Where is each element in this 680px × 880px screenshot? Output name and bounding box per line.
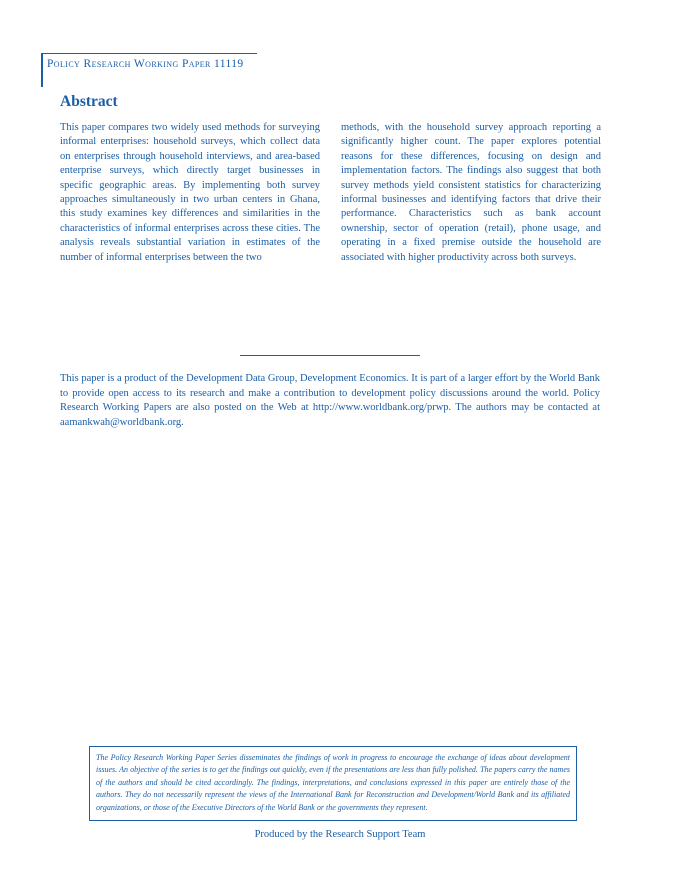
series-statement-box — [89, 746, 577, 821]
abstract-column-left: This paper compares two widely used methods for surveying informal enterprises: household surveys, which collect data on enterprises through household interviews, and area-based enterprise surveys, which directly target businesses in specific geographic areas. By implementing both survey approaches simultaneously in two urban centers in Ghana, this study examines key differences and similarities in the characteristics of informal enterprises across these cities. The analysis reveals substantial variation in estimates of the number of informal enterprises between the two — [60, 122, 320, 263]
product-note: This paper is a product of the Development Data Group, Development Economics. It is part of a larger effort by the World Bank to provide open access to its research and make a contribution to development policy discussions around the world. Policy Research Working Papers are also posted on the Web at http://www.worldbank.org/prwp. The authors may be contacted at aamankwah@worldbank.org. — [60, 373, 600, 428]
section-divider — [240, 355, 420, 356]
series-label: Policy Research Working Paper 11119 — [47, 58, 244, 70]
footer-credit: Produced by the Research Support Team — [254, 829, 426, 840]
abstract-column-right: methods, with the household survey approach reporting a significantly higher count. The paper explores potential reasons for these differences, focusing on design and implementation factors. The findings also suggest that both survey methods yield consistent statistics for characterizing informal businesses and identifying factors that drive their performance. Characteristics such as bank account ownership, sector of operation (retail), phone usage, and operating in a fixed premise outside the household are associated with higher productivity across both surveys. — [341, 122, 601, 263]
abstract-heading: Abstract — [60, 93, 118, 110]
series-statement: The Policy Research Working Paper Series disseminates the findings of work in progress to encourage the exchange of ideas about development issues. An objective of the series is to get the findings out quickly, even if the presentations are less than fully polished. The papers carry the names of the authors and should be cited accordingly. The findings, interpretations, and conclusions expressed in this paper are entirely those of the authors. They do not necessarily represent the views of the International Bank for Reconstruction and Development/World Bank and its affiliated organizations, or those of the Executive Directors of the World Bank or the governments they represent. — [96, 753, 570, 812]
